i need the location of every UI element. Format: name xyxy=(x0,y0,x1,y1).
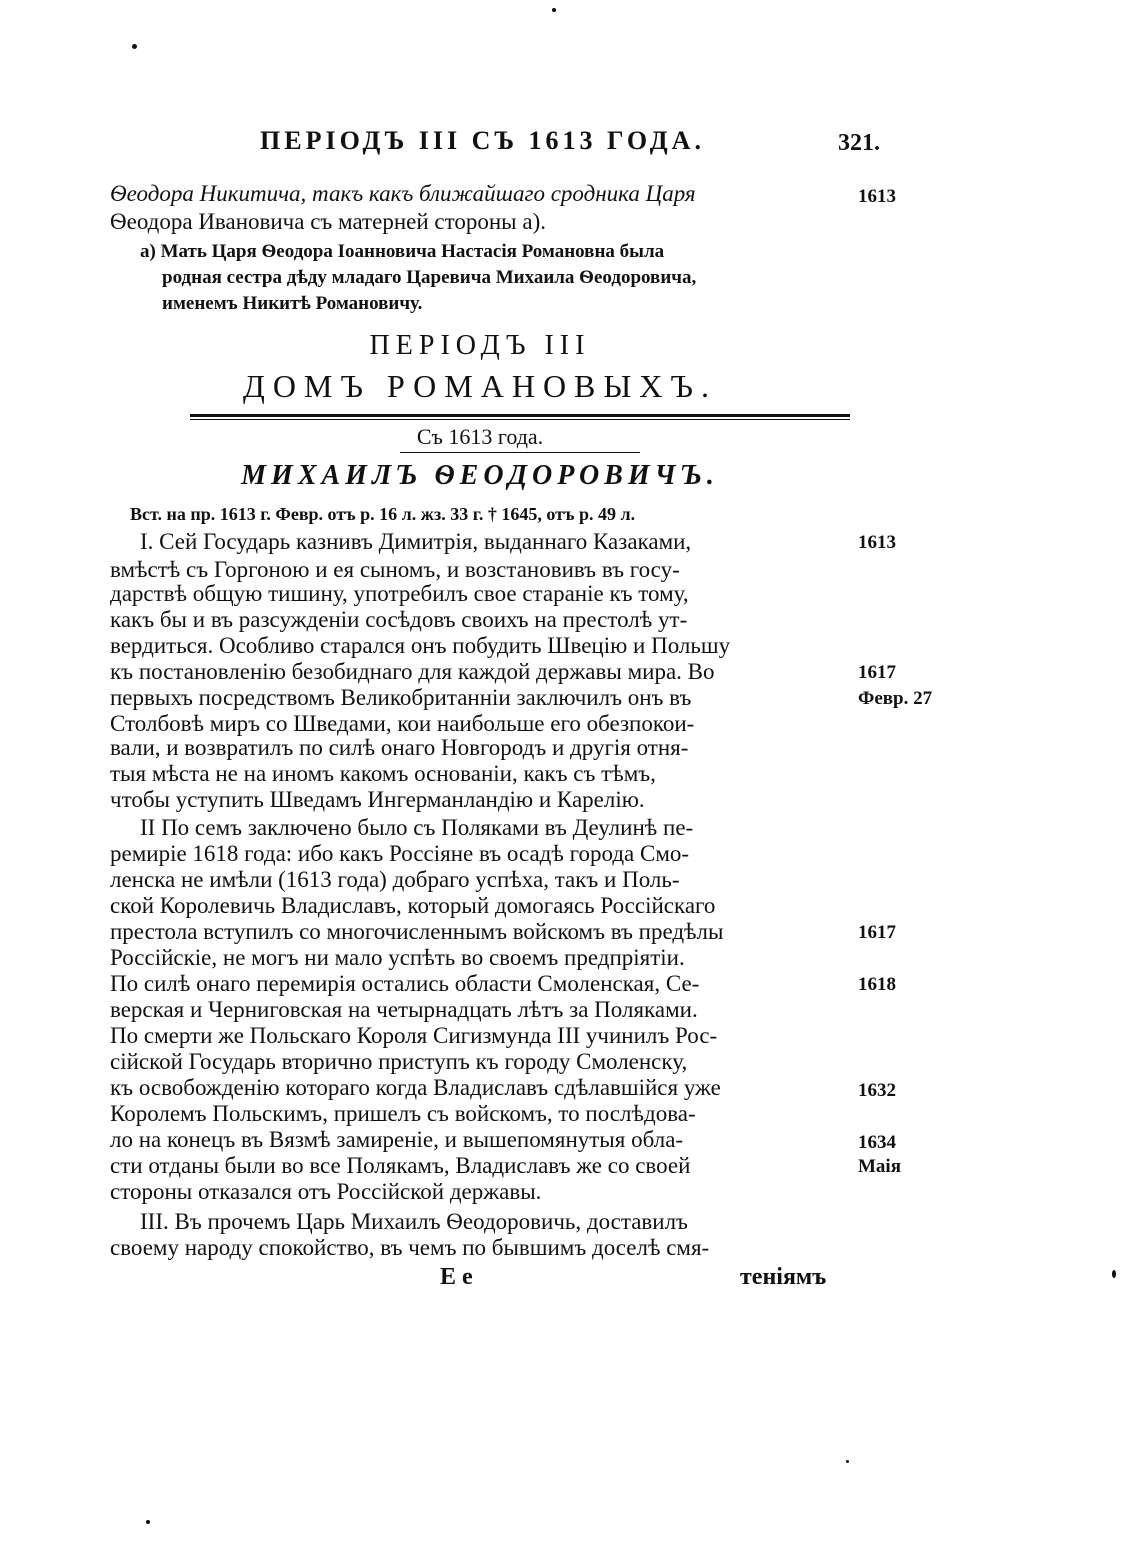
text-line: къ освобожденію котораго когда Владиславъ сдѣлавшійся уже xyxy=(110,1075,721,1100)
text-line: вердиться. Особливо старался онъ побудить Швецію и Польшу xyxy=(110,633,731,658)
text-line: Королемъ Польскимъ, пришелъ съ войскомъ, то послѣдова- xyxy=(110,1101,696,1126)
text-line: По смерти же Польскаго Короля Сигизмунда III учинилъ Рос- xyxy=(110,1023,718,1048)
text-line: I. Сей Государь казнивъ Димитрія, выданнаго Казаками, xyxy=(140,529,692,554)
text-line: сти отданы были во все Полякамъ, Владиславъ же со своей xyxy=(110,1153,691,1178)
text-line: Россійскіе, не могъ ни мало успѣть во своемъ предпріятіи. xyxy=(110,945,685,970)
scan-speck xyxy=(1112,1270,1116,1278)
margin-year: 1632 xyxy=(858,1080,896,1101)
catchword: тенiямъ xyxy=(740,1264,827,1290)
text-line: къ постановленію безобиднаго для каждой державы мира. Во xyxy=(110,659,715,684)
footnote-line: а) Мать Царя Ѳеодора Іоанновича Настасія Романовна была xyxy=(140,241,665,262)
period-heading: ПЕРІОДЪ III xyxy=(369,330,591,361)
page-number: 321. xyxy=(838,130,880,156)
text-line: ской Королевичь Владиславъ, который домогаясь Россійскаго xyxy=(110,893,716,918)
scan-speck xyxy=(552,8,556,12)
footnote-line: родная сестра дѣду младаго Царевича Михаила Ѳеодоровича, xyxy=(162,267,697,288)
since-rule xyxy=(400,452,640,453)
text-line: II По семъ заключено было съ Поляками въ Деулинѣ пе- xyxy=(140,815,694,840)
text-line: сійской Государь вторично приступъ къ городу Смоленску, xyxy=(110,1049,688,1074)
ruler-name: МИХАИЛЪ ѲЕОДОРОВИЧЪ. xyxy=(241,460,719,491)
margin-year: 1613 xyxy=(858,186,896,207)
margin-year: 1613 xyxy=(858,532,896,553)
margin-year: 1618 xyxy=(858,974,896,995)
scan-speck xyxy=(132,44,137,49)
margin-year: 1634 xyxy=(858,1132,896,1153)
heading-rule xyxy=(190,414,850,417)
text-line: вали, и возвратилъ по силѣ онаго Новгородъ и другія отня- xyxy=(110,735,689,760)
text-line: верская и Черниговская на четырнадцать лѣтъ за Поляками. xyxy=(110,997,698,1022)
intro-line: Ѳеодора Ивановича съ матерней стороны а). xyxy=(110,209,546,234)
since-line: Съ 1613 года. xyxy=(416,424,544,449)
text-line: III. Въ прочемъ Царь Михаилъ Ѳеодоровичь, доставилъ xyxy=(140,1209,688,1234)
margin-year: 1617 xyxy=(858,922,896,943)
text-line: какъ бы и въ разсужденiи сосѣдовъ своихъ на престолѣ ут- xyxy=(110,607,688,632)
text-line: вмѣстѣ съ Горгоною и ея сыномъ, и возстановивъ въ госу- xyxy=(110,557,680,582)
margin-month: Маія xyxy=(858,1156,901,1177)
scan-speck xyxy=(846,1460,849,1463)
text-line: ленска не имѣли (1613 года) добраго успѣха, такъ и Поль- xyxy=(110,867,680,892)
text-line: первыхъ посредствомъ Великобританніи заключилъ онъ въ xyxy=(110,685,692,710)
ruler-dates: Вст. на пр. 1613 г. Февр. отъ р. 16 л. жз. 33 г. † 1645, отъ р. 49 л. xyxy=(130,504,636,524)
text-line: дарствѣ общую тишину, употребилъ свое старанiе къ тому, xyxy=(110,581,689,606)
text-line: Столбовѣ миръ со Шведами, кои наибольше его обезпокои- xyxy=(110,711,695,736)
text-line: ремиріе 1618 года: ибо какъ Россіяне въ осадѣ города Смо- xyxy=(110,841,690,866)
house-heading: ДОМЪ РОМАНОВЫХЪ. xyxy=(242,368,717,404)
intro-line: Ѳеодора Никитича, такъ какъ ближайшаго сродника Царя xyxy=(110,181,696,206)
running-header xyxy=(100,122,880,166)
signature-mark: Е е xyxy=(440,1264,473,1290)
text-line: стороны отказался отъ Россійской державы. xyxy=(110,1179,542,1204)
text-line: тыя мѣста не на иномъ какомъ основанiи, какъ съ тѣмъ, xyxy=(110,761,656,786)
heading-rule-thin xyxy=(190,419,850,420)
footnote-line: именемъ Никитѣ Романовичу. xyxy=(162,293,423,314)
text-line: По силѣ онаго перемирія остались области Смоленская, Се- xyxy=(110,971,700,996)
text-line: ло на конецъ въ Вязмѣ замиренiе, и вышепомянутыя обла- xyxy=(110,1127,684,1152)
text-line: престола вступилъ со многочисленнымъ войскомъ въ предѣлы xyxy=(110,919,724,944)
text-line: чтобы уступить Шведамъ Ингерманландію и Карелію. xyxy=(110,787,645,812)
text-line: своему народу спокойство, въ чемъ по бывшимъ доселѣ смя- xyxy=(110,1235,710,1260)
scan-speck xyxy=(146,1520,150,1524)
margin-year: 1617 xyxy=(858,662,896,683)
margin-date: Февр. 27 xyxy=(858,688,933,709)
running-title: ПЕРІОДЪ III СЪ 1613 ГОДА. xyxy=(260,126,705,155)
